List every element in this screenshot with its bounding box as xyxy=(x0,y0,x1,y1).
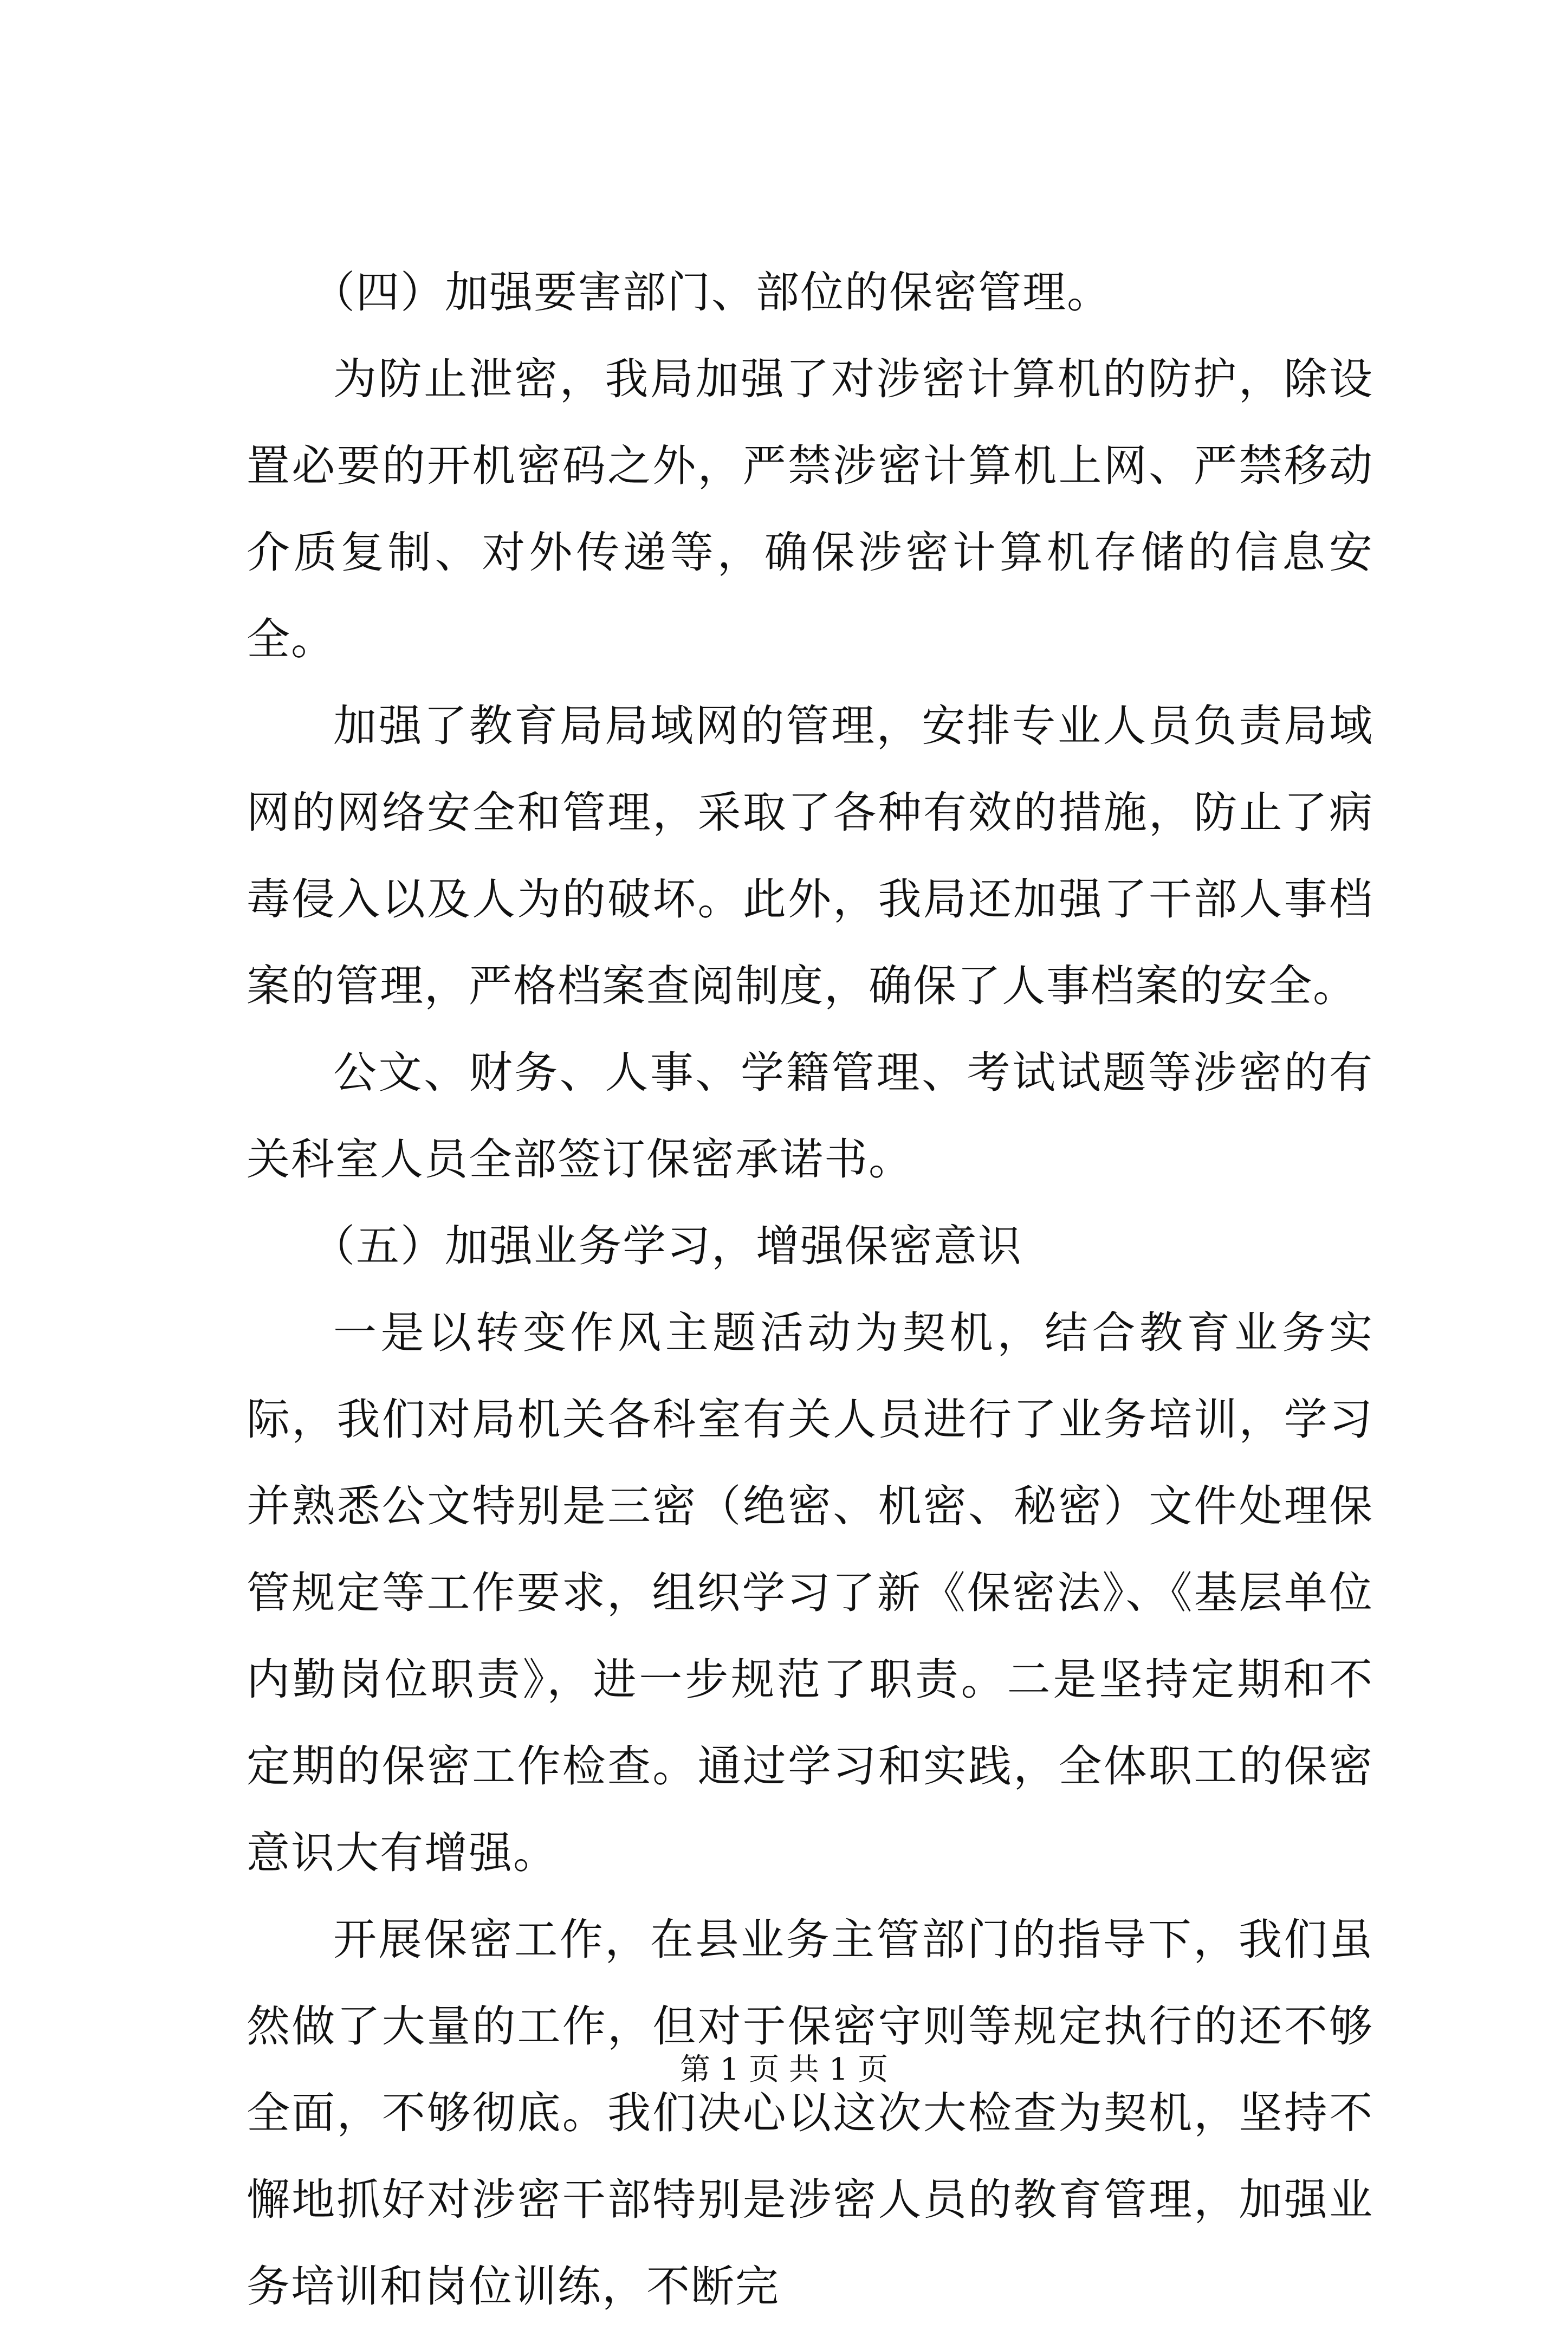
document-body xyxy=(247,249,1373,2330)
paragraph: 一是以转变作风主题活动为契机，结合教育业务实际，我们对局机关各科室有关人员进行了业务培训，学习并熟悉公文特别是三密（绝密、机密、秘密）文件处理保管规定等工作要求，组织学习了新《保密法》、《基层单位内勤岗位职责》，进一步规范了职责。二是坚持定期和不定期的保密工作检查。通过学习和实践，全体职工的保密意识大有增强。 xyxy=(247,1308,1373,1878)
section-heading-5: （五）加强业务学习，增强保密意识 xyxy=(312,1221,1022,1271)
paragraph: 为防止泄密，我局加强了对涉密计算机的防护，除设置必要的开机密码之外，严禁涉密计算机上网、严禁移动介质复制、对外传递等，确保涉密计算机存储的信息安全。 xyxy=(247,354,1373,664)
paragraph: 加强了教育局局域网的管理，安排专业人员负责局域网的网络安全和管理，采取了各种有效的措施，防止了病毒侵入以及人为的破坏。此外，我局还加强了干部人事档案的管理，严格档案查阅制度，确保了人事档案的安全。 xyxy=(247,701,1373,1011)
paragraph: 公文、财务、人事、学籍管理、考试试题等涉密的有关科室人员全部签订保密承诺书。 xyxy=(247,1047,1373,1185)
page-number-footer: 第 1 页 共 1 页 xyxy=(679,2052,889,2087)
paragraph: 开展保密工作，在县业务主管部门的指导下，我们虽然做了大量的工作，但对于保密守则等规定执行的还不够全面，不够彻底。我们决心以这次大检查为契机，坚持不懈地抓好对涉密干部特别是涉密人员的教育管理，加强业务培训和岗位训练，不断完 xyxy=(247,1914,1373,2312)
section-heading-4: （四）加强要害部门、部位的保密管理。 xyxy=(312,267,1111,318)
